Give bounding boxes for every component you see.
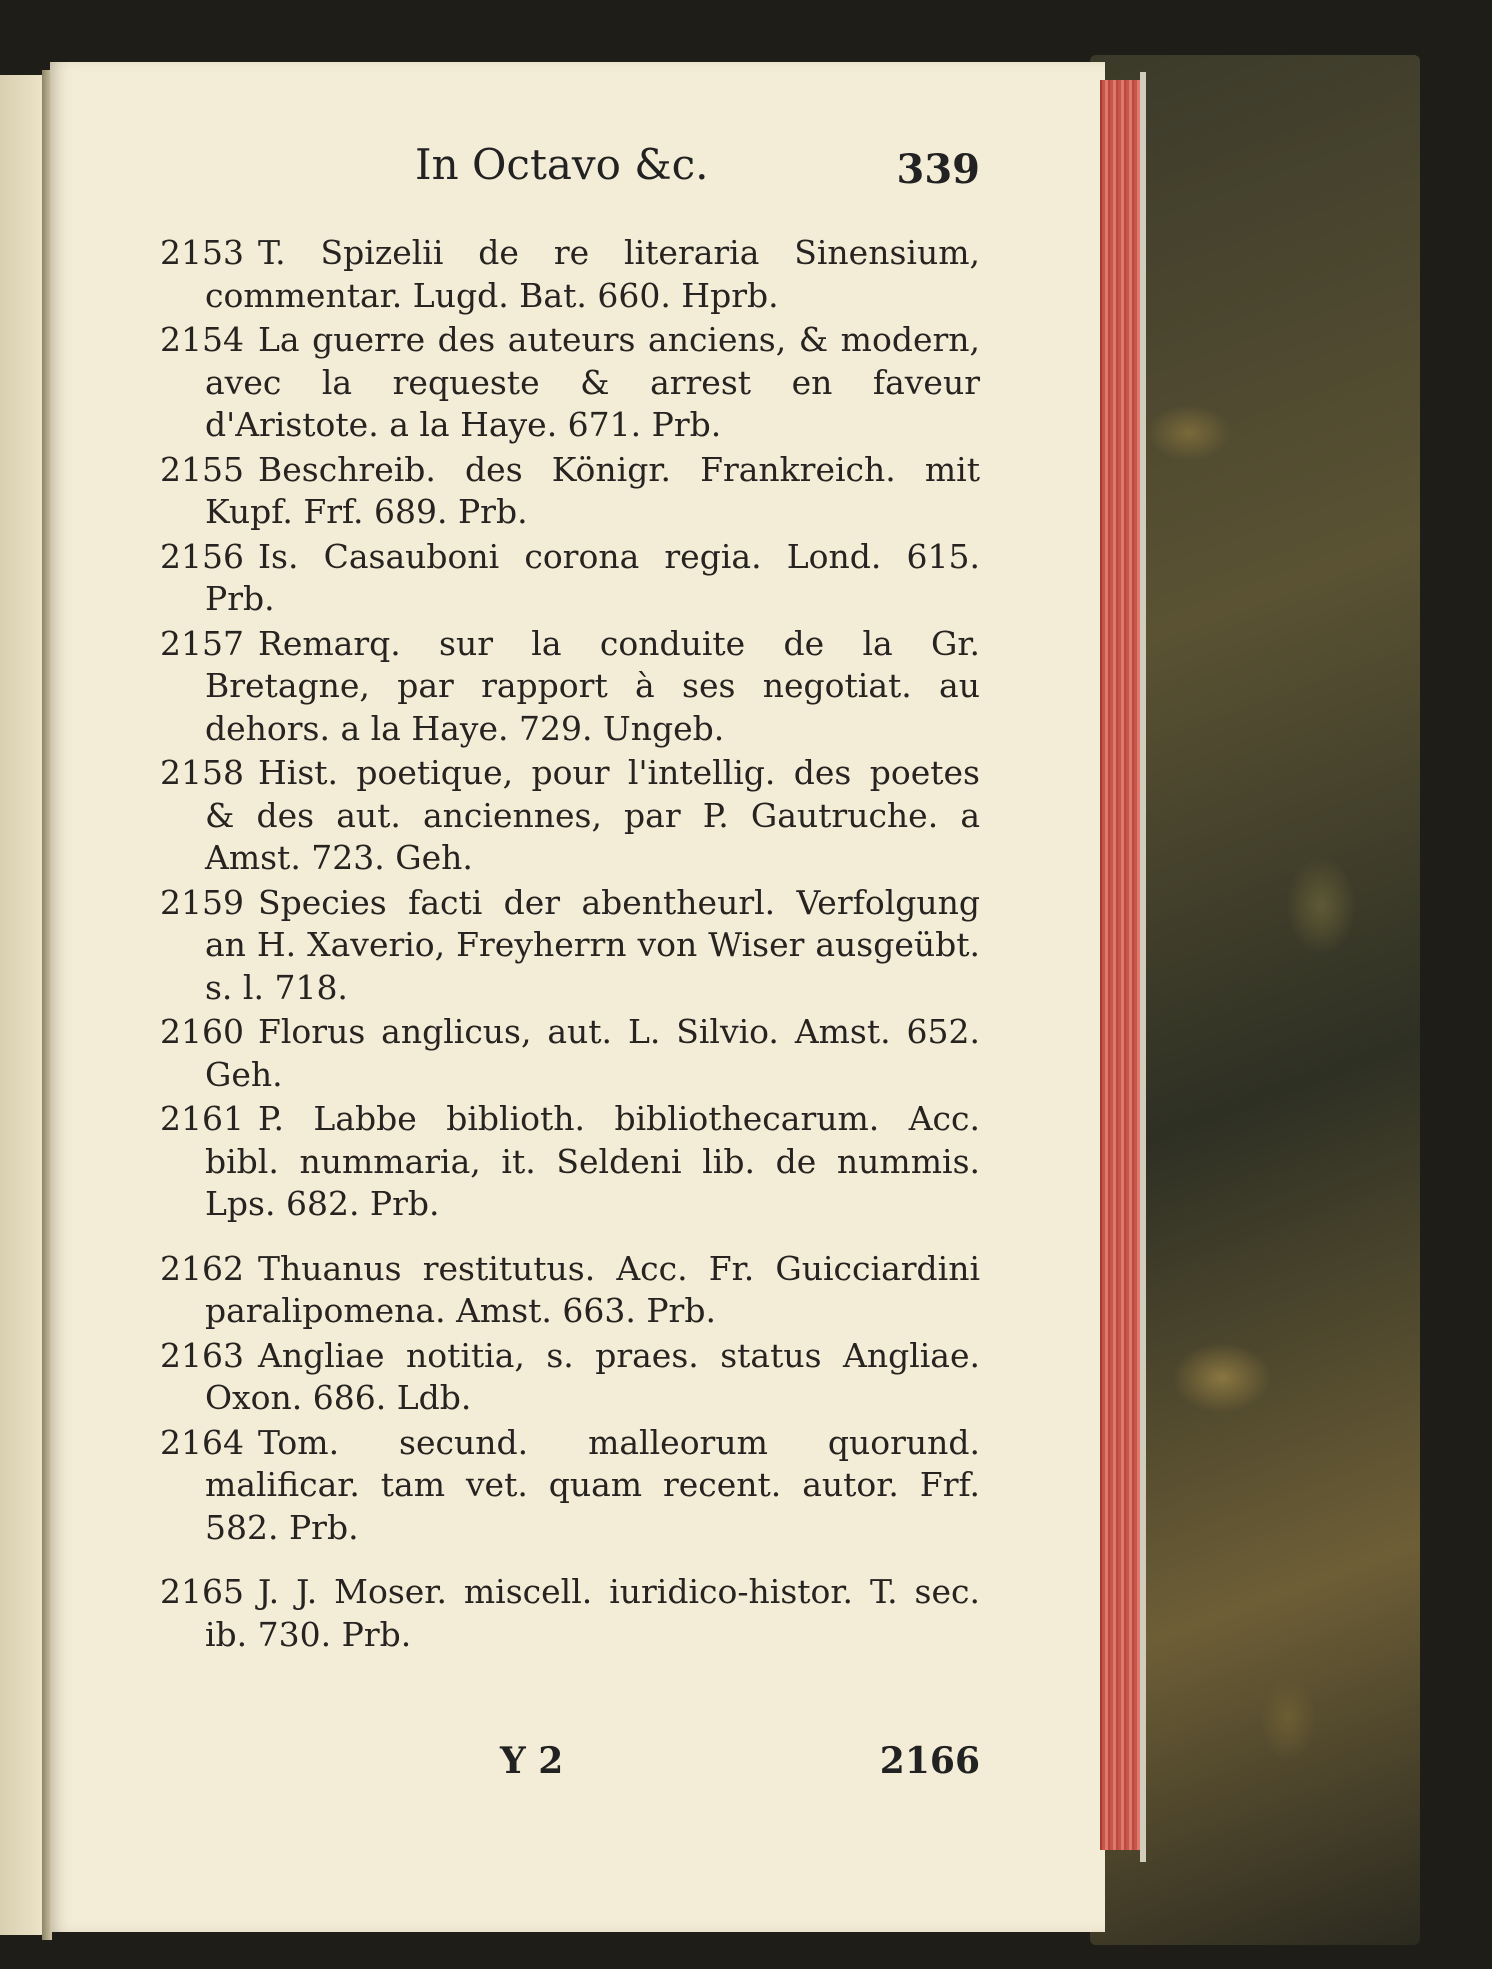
entry-number: 2155: [160, 449, 244, 489]
catalogue-entry: [160, 449, 980, 534]
catalogue-entry: [160, 1248, 980, 1333]
page-edge-rim: [1140, 72, 1146, 1862]
page-header: [160, 140, 980, 200]
catalogue-entry: [160, 1422, 980, 1550]
catalogue-entry: [160, 319, 980, 447]
entry-number: 2163: [160, 1335, 244, 1375]
entry-number: 2164: [160, 1422, 244, 1462]
entry-number: 2162: [160, 1248, 244, 1288]
entry-number: 2161: [160, 1099, 244, 1138]
entry-text: Remarq. sur la conduite de la Gr. Bretagne, par rapport à ses negotiat. au dehors. a la Haye. 729. Ungeb.: [205, 623, 980, 748]
entry-number: 2154: [160, 320, 244, 359]
entry-number: 2153: [160, 233, 244, 272]
catalogue-entry: [160, 536, 980, 621]
entry-text: Is. Casauboni corona regia. Lond. 615. Prb.: [205, 536, 980, 618]
red-page-edges: [1100, 80, 1144, 1850]
entry-text: Beschreib. des Königr. Frankreich. mit Kupf. Frf. 689. Prb.: [205, 449, 980, 531]
catalogue-entry: [160, 1011, 980, 1096]
entry-text: La guerre des auteurs anciens, & modern, avec la requeste & arrest en faveur d'Aristote. a la Haye. 671. Prb.: [205, 320, 980, 444]
catalogue-entry: [160, 1571, 980, 1656]
entry-text: Florus anglicus, aut. L. Silvio. Amst. 652. Geh.: [205, 1012, 980, 1094]
entry-number: 2160: [160, 1012, 244, 1051]
entry-number: 2165: [160, 1572, 244, 1611]
catalogue-entry: [160, 882, 980, 1010]
entry-text: Thuanus restitutus. Acc. Fr. Guicciardini paralipomena. Amst. 663. Prb.: [205, 1248, 980, 1330]
entry-text: Angliae notitia, s. praes. status Angliae. Oxon. 686. Ldb.: [205, 1335, 980, 1417]
catalogue-entry: [160, 1098, 980, 1226]
catalogue-entries: [160, 232, 980, 1658]
catalogue-entry: [160, 232, 980, 317]
entry-number: 2158: [160, 753, 244, 792]
entry-number: 2157: [160, 623, 244, 663]
page-footer: [160, 1740, 980, 1790]
page-number: 339: [896, 146, 980, 193]
catchword: 2166: [879, 1740, 980, 1782]
running-title: In Octavo &c.: [415, 140, 709, 189]
entry-text: J. J. Moser. miscell. iuridico-histor. T. sec. ib. 730. Prb.: [205, 1572, 980, 1654]
entry-text: Species facti der abentheurl. Verfolgung an H. Xaverio, Freyherrn von Wiser ausgeübt. s. l. 718.: [205, 882, 980, 1007]
signature-mark: Y 2: [500, 1740, 564, 1782]
entry-text: Tom. secund. malleorum quorund. malificar. tam vet. quam recent. autor. Frf. 582. Prb.: [205, 1422, 980, 1547]
entry-number: 2159: [160, 882, 244, 922]
entry-text: P. Labbe biblioth. bibliothecarum. Acc. bibl. nummaria, it. Seldeni lib. de nummis. Lps. 682. Prb.: [205, 1099, 980, 1223]
catalogue-entry: [160, 752, 980, 880]
catalogue-entry: [160, 1335, 980, 1420]
entry-number: 2156: [160, 536, 244, 576]
entry-text: Hist. poetique, pour l'intellig. des poetes & des aut. anciennes, par P. Gautruche. a Amst. 723. Geh.: [205, 753, 980, 877]
entry-text: T. Spizelii de re literaria Sinensium, commentar. Lugd. Bat. 660. Hprb.: [205, 233, 980, 315]
catalogue-entry: [160, 623, 980, 751]
